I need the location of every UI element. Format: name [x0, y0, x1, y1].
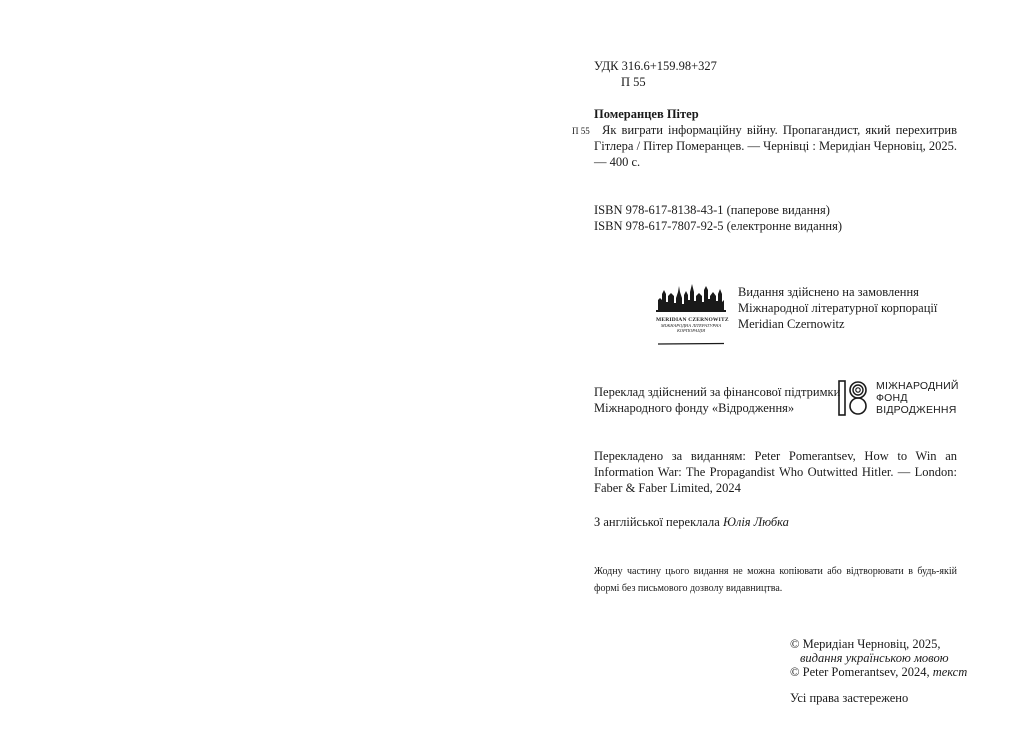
city-skyline-icon	[656, 280, 726, 312]
author-name: Померанцев Пітер	[594, 107, 699, 121]
support-line-2: Міжнародного фонду «Відродження»	[594, 401, 795, 415]
irf-logo-line3: ВІДРОДЖЕННЯ	[876, 404, 957, 416]
commission-line-3: Meridian Czernowitz	[738, 317, 845, 331]
copyright-author	[790, 664, 967, 680]
irf-logo-icon	[838, 380, 868, 416]
logo-name-line2: МІЖНАРОДНА ЛІТЕРАТУРНА	[660, 323, 722, 328]
udk-code: УДК 316.6+159.98+327	[594, 59, 717, 73]
copyright-publisher-note: видання українською мовою	[800, 651, 949, 665]
isbn-electronic: ISBN 978-617-7807-92-5 (електронне видання)	[594, 219, 842, 233]
translator-prefix: З англійської переклала	[594, 515, 723, 529]
translator-name: Юлія Любка	[722, 515, 789, 529]
irf-logo-line2: ФОНД	[876, 392, 908, 404]
logo-name-line3: КОРПОРАЦІЯ	[676, 328, 706, 333]
bibliographic-description: Як виграти інформаційну війну. Пропагандист, який перехитрив Гітлера / Пітер Померанцев. — Чернівці : Меридіан Черновіц, 2025. — 400 с.	[594, 123, 957, 169]
rights-notice: Жодну частину цього видання не можна копіювати або відтворювати в будь-якій формі без письмового дозволу видавництва.	[594, 566, 957, 594]
irf-logo-line1: МІЖНАРОДНИЙ	[876, 380, 959, 392]
irf-logo-text	[876, 380, 959, 416]
all-rights-reserved: Усі права застережено	[790, 691, 909, 705]
support-line-1: Переклад здійснений за фінансової підтримки	[594, 385, 841, 399]
commission-line-1: Видання здійснено на замовлення	[738, 285, 919, 299]
logo-underline-icon	[656, 342, 726, 346]
logo-name-line1: MERIDIAN CZERNOWITZ	[656, 317, 729, 323]
original-edition-note: Перекладено за виданням: Peter Pomerantsev, How to Win an Information War: The Propagandist Who Outwitted Hitler. — London: Faber & Faber Limited, 2024	[594, 449, 957, 495]
isbn-print: ISBN 978-617-8138-43-1 (паперове видання)	[594, 203, 830, 217]
copyright-author-text: © Peter Pomerantsev, 2024,	[790, 665, 933, 679]
meridian-czernowitz-logo	[656, 280, 729, 333]
margin-mark: П 55	[572, 126, 590, 136]
commission-line-2: Міжнародної літературної корпорації	[738, 301, 938, 315]
translator-credit	[594, 514, 789, 530]
copyright-publisher: © Меридіан Черновіц, 2025,	[790, 637, 941, 651]
author-mark: П 55	[621, 75, 646, 89]
copyright-author-italic: текст	[932, 665, 968, 679]
